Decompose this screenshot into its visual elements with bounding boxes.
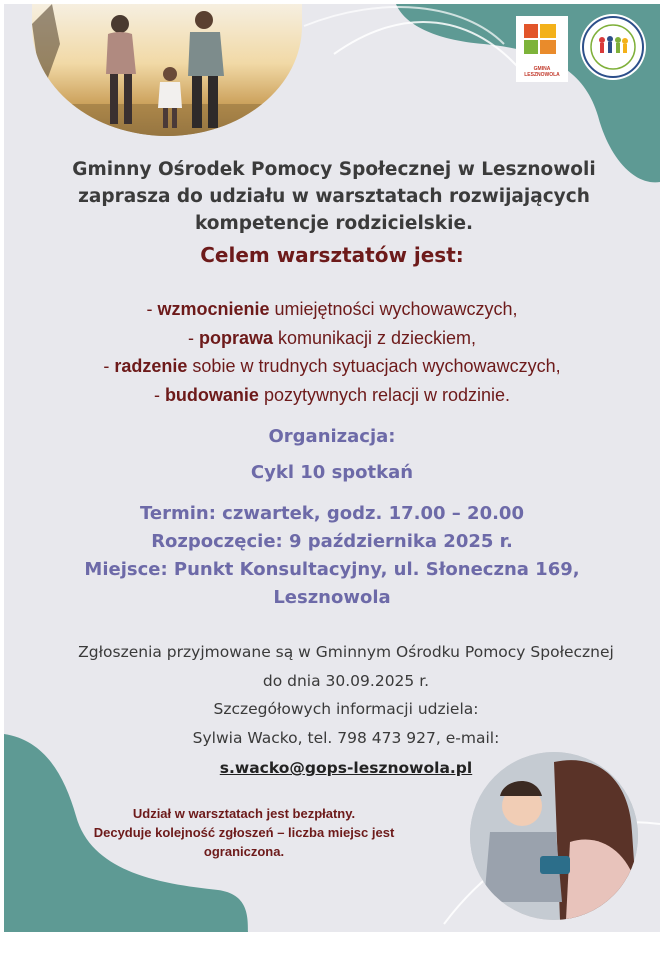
goal-item: [0, 381, 664, 410]
place-line-2: Lesznowola: [273, 587, 391, 608]
intro-text: [34, 156, 634, 237]
meetings-count: Cykl 10 spotkań: [250, 462, 414, 483]
note-line-2: Decyduje kolejność zgłoszeń – liczba miejsc jest: [93, 825, 395, 840]
intro-line-1: Gminny Ośrodek Pomocy Społecznej w Lesznowoli: [72, 159, 596, 180]
goal-text: komunikacji z dzieckiem,: [272, 327, 477, 348]
place-line-1: Miejsce: Punkt Konsultacyjny, ul. Słoneczna 169,: [84, 559, 580, 580]
goals-title: Celem warsztatów jest:: [200, 243, 464, 267]
mother-child-photo: [470, 752, 638, 920]
gmina-lesznowola-logo: [516, 16, 568, 82]
goal-keyword: budowanie: [164, 384, 259, 405]
registration-line-1: Zgłoszenia przyjmowane są w Gminnym Ośrodku Pomocy Społecznej: [78, 643, 614, 661]
mother-child-icon: [470, 752, 638, 920]
goal-keyword: radzenie: [114, 356, 188, 376]
intro-line-3: kompetencje rodzicielskie.: [194, 213, 474, 234]
registration-deadline: do dnia 30.09.2025 r.: [262, 671, 430, 690]
organization-heading: Organizacja:: [268, 426, 396, 447]
goal-prefix: -: [146, 299, 158, 319]
free-participation-note: [24, 804, 464, 861]
goal-text: pozytywnych relacji w rodzinie.: [258, 384, 511, 405]
goals-list: [0, 295, 664, 409]
contact-intro: Szczegółowych informacji udziela:: [213, 700, 479, 718]
goal-keyword: wzmocnienie: [157, 299, 270, 319]
gmina-logo-text: GMINA LESZNOWOLA: [524, 66, 560, 78]
contact-email-link[interactable]: s.wacko@gops-lesznowola.pl: [219, 759, 473, 777]
goal-text: umiejętności wychowawczych,: [269, 299, 518, 319]
goal-item: [0, 352, 664, 381]
goal-prefix: -: [103, 356, 115, 376]
gops-logo: [580, 14, 646, 80]
goal-prefix: -: [187, 327, 199, 348]
goal-text: sobie w trudnych sytuacjach wychowawczych,: [187, 356, 561, 376]
goal-item: [0, 295, 664, 324]
organization-section: [0, 424, 664, 612]
goal-keyword: poprawa: [198, 327, 273, 348]
goal-prefix: -: [153, 384, 165, 405]
note-line-3: ograniczona.: [203, 844, 285, 859]
contact-person: Sylwia Wacko, tel. 798 473 927, e-mail:: [192, 728, 500, 747]
intro-line-2: zaprasza do udziału w warsztatach rozwijających: [78, 186, 590, 207]
start-line: Rozpoczęcie: 9 października 2025 r.: [151, 531, 513, 552]
goal-item: [0, 324, 664, 353]
gmina-logo-icon: [516, 16, 568, 66]
gops-logo-icon: [580, 14, 646, 80]
term-line: Termin: czwartek, godz. 17.00 – 20.00: [140, 503, 524, 524]
note-line-1: Udział w warsztatach jest bezpłatny.: [132, 806, 356, 821]
